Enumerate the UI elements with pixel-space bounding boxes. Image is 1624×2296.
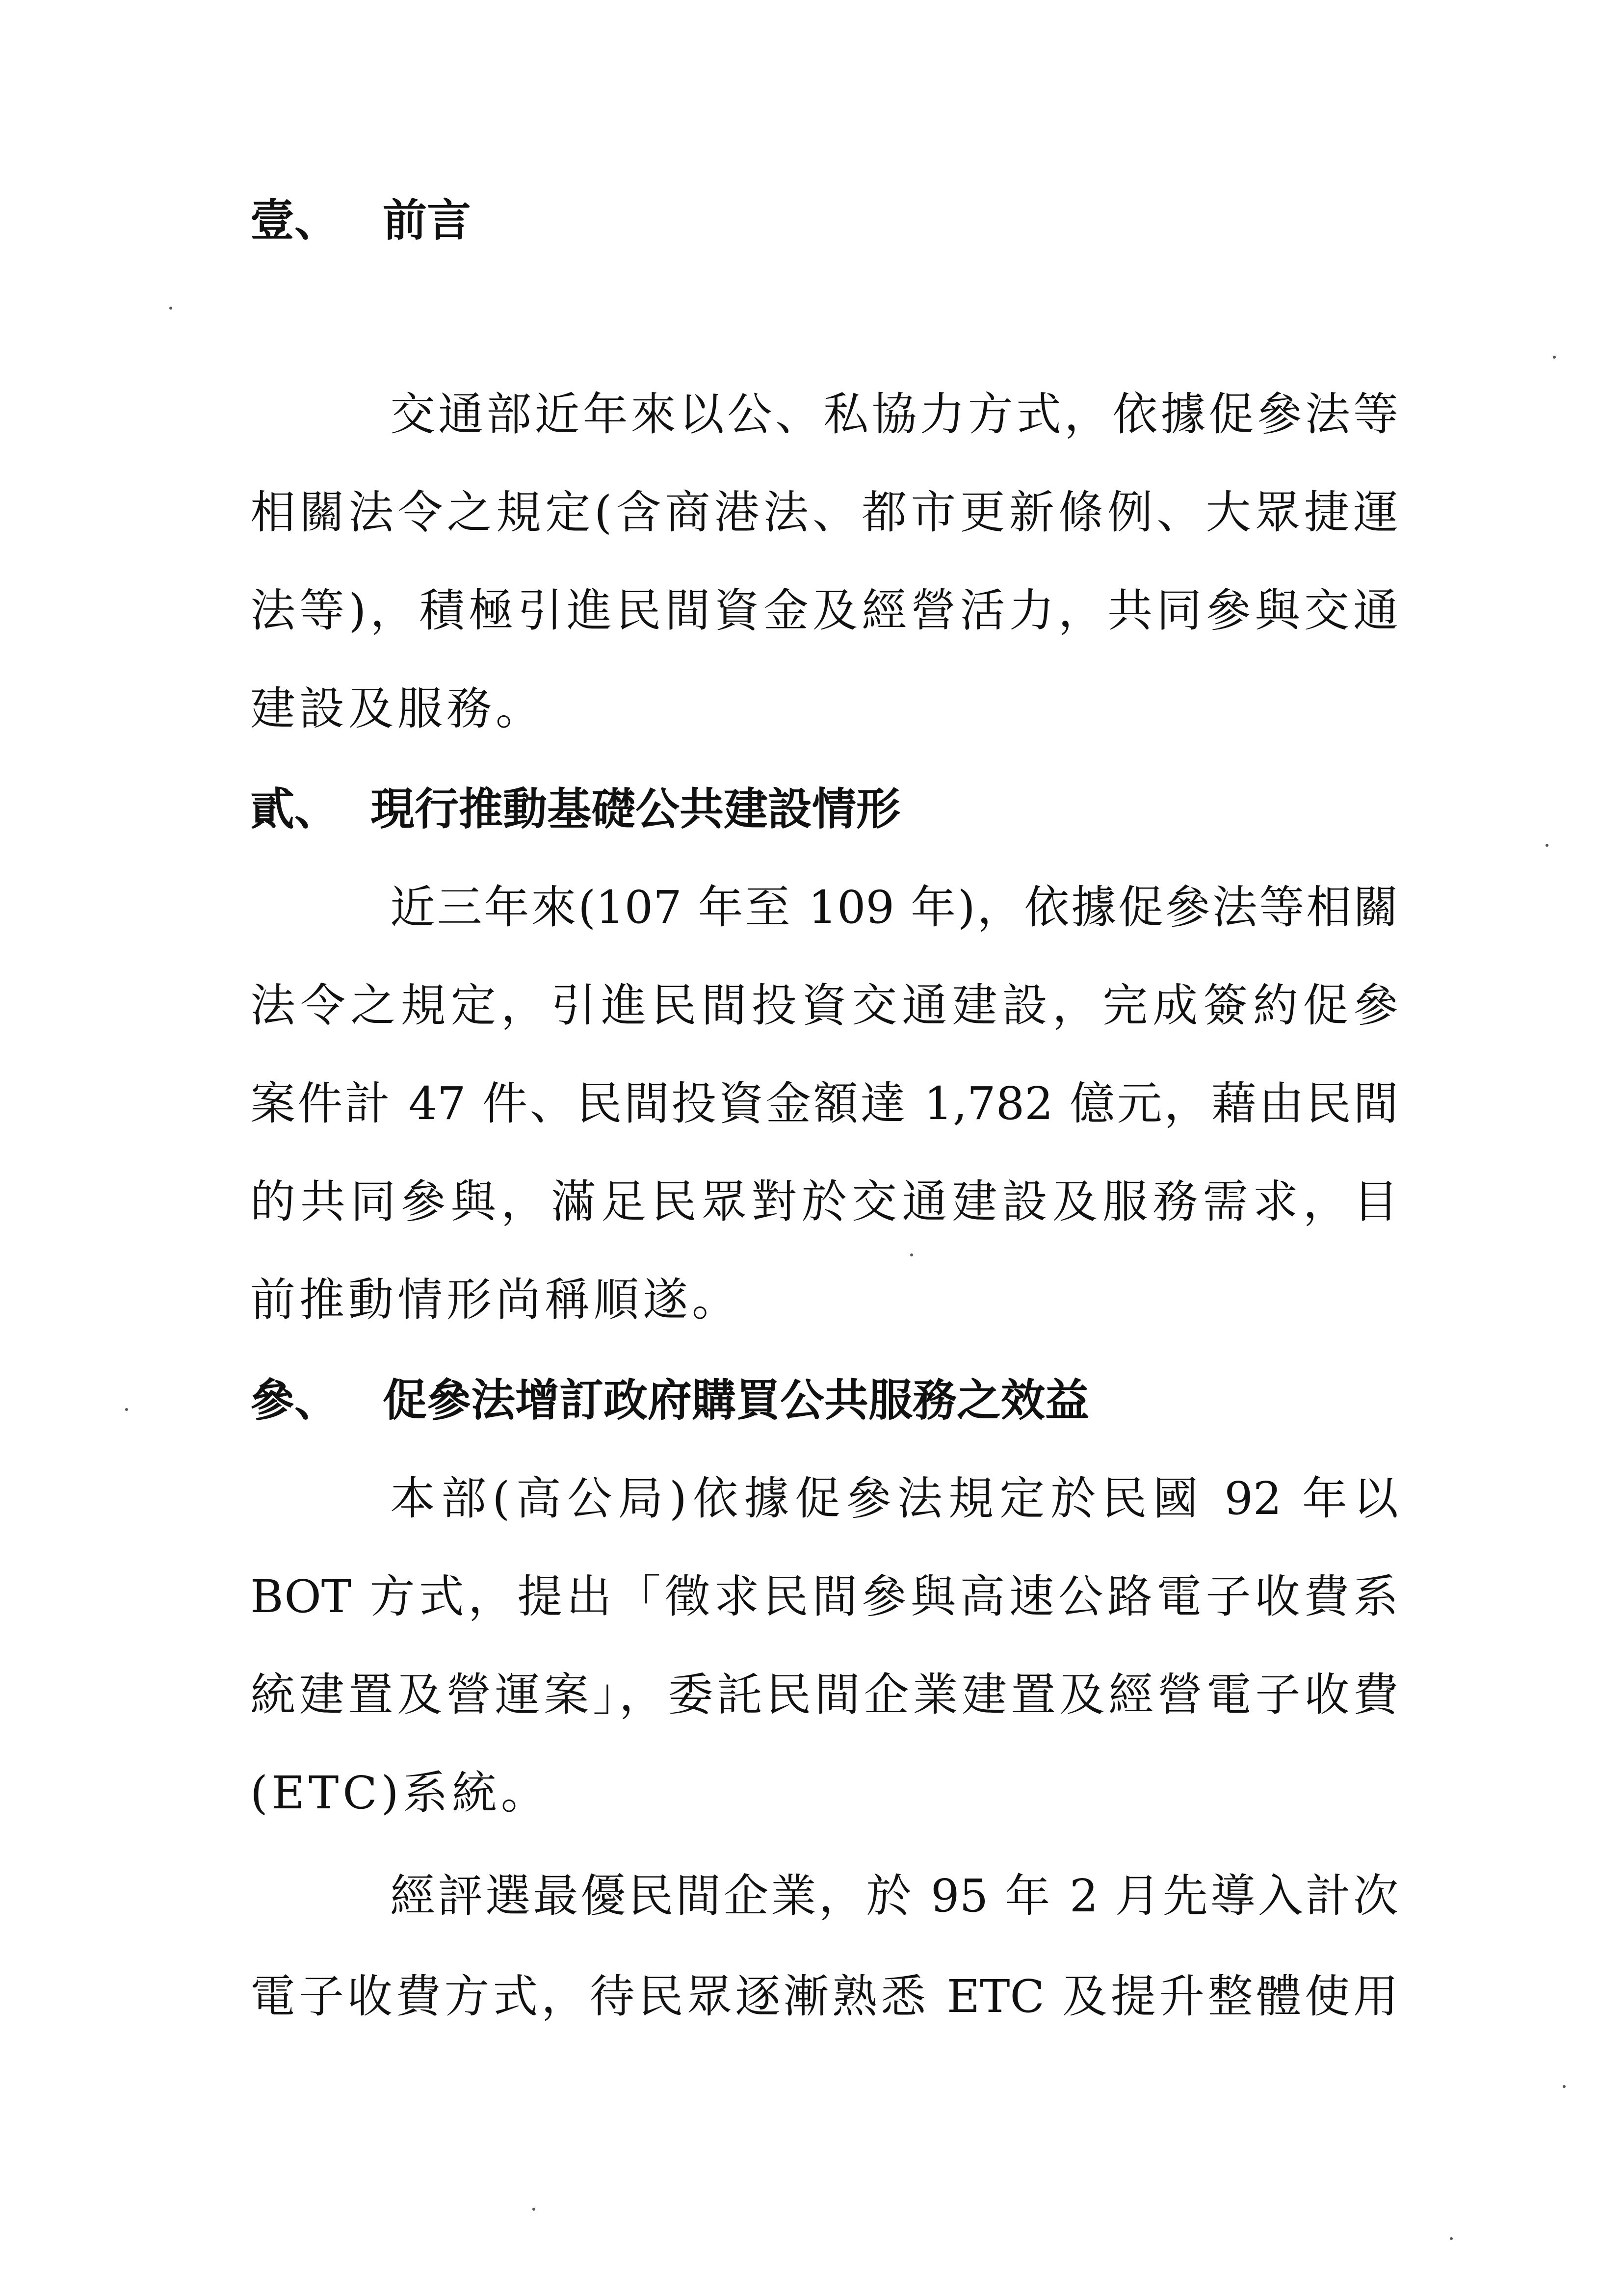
- scan-speck: [1545, 844, 1548, 847]
- section-number-1: 壹、: [250, 195, 339, 246]
- paragraph-line: BOT 方式，提出「徵求民間參與高速公路電子收費系: [250, 1570, 1398, 1623]
- paragraph-line: 的共同參與，滿足民眾對於交通建設及服務需求，目: [250, 1175, 1398, 1228]
- section-heading-1: [250, 186, 471, 255]
- scan-speck: [125, 1408, 128, 1411]
- section-heading-3: [250, 1366, 1089, 1435]
- section-title-1: 前言: [383, 195, 471, 246]
- paragraph-line: 近三年來(107 年至 109 年)，依據促參法等相關: [390, 881, 1398, 934]
- paragraph-line: 電子收費方式，待民眾逐漸熟悉 ETC 及提升整體使用: [250, 1970, 1398, 2023]
- scan-speck: [910, 1253, 913, 1256]
- scan-speck: [1563, 2085, 1566, 2088]
- paragraph-line: 案件計 47 件、民間投資金額達 1,782 億元，藉由民間: [250, 1077, 1398, 1130]
- scan-speck: [532, 2208, 535, 2211]
- paragraph-line: 建設及服務。: [250, 682, 545, 735]
- paragraph-line: 統建置及營運案」，委託民間企業建置及經營電子收費: [250, 1669, 1398, 1721]
- paragraph-line: 前推動情形尚稱順遂。: [250, 1274, 741, 1326]
- paragraph-line: 法等)，積極引進民間資金及經營活力，共同參與交通: [250, 584, 1398, 637]
- paragraph-line: 相關法令之規定(含商港法、都市更新條例、大眾捷運: [250, 486, 1398, 539]
- section-heading-2: [250, 775, 900, 844]
- paragraph-line: (ETC)系統。: [250, 1767, 550, 1819]
- paragraph-line: 經評選最優民間企業，於 95 年 2 月先導入計次: [390, 1870, 1398, 1922]
- section-number-3: 參、: [250, 1375, 339, 1426]
- paragraph-line: 法令之規定，引進民間投資交通建設，完成簽約促參: [250, 979, 1398, 1032]
- paragraph-line: 交通部近年來以公、私協力方式，依據促參法等: [390, 388, 1398, 441]
- paragraph-line: 本部(高公局)依據促參法規定於民國 92 年以: [390, 1472, 1398, 1525]
- section-title-2: 現行推動基礎公共建設情形: [370, 783, 900, 835]
- scan-speck: [1450, 2237, 1453, 2240]
- scan-speck: [169, 307, 172, 310]
- scan-speck: [1553, 356, 1556, 359]
- section-number-2: 貳、: [250, 783, 339, 835]
- section-title-3: 促參法增訂政府購買公共服務之效益: [383, 1375, 1089, 1426]
